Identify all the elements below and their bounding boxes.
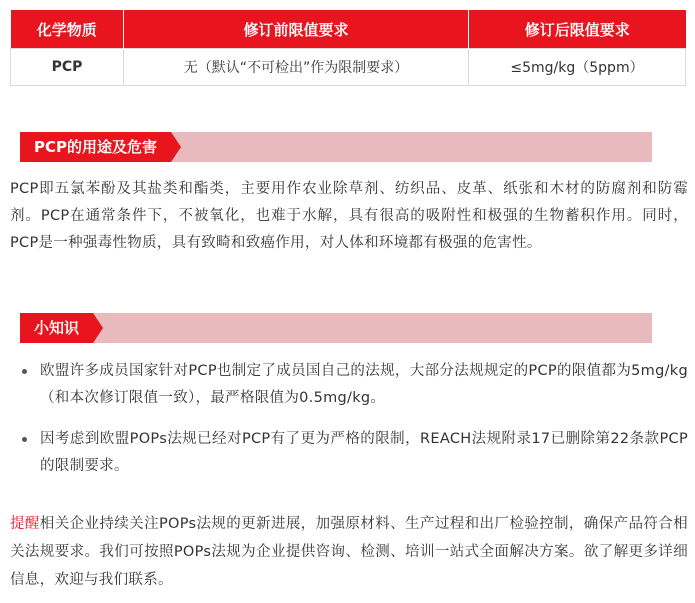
reminder-text: 相关企业持续关注POPs法规的更新进展，加强原材料、生产过程和出厂检验控制，确保产品符合相关法规要求。我们可按照POPs法规为企业提供咨询、检测、培训一站式全面解决方案。欲了解更多详细信息，欢迎与我们联系。	[10, 516, 688, 588]
usage-paragraph: PCP即五氯苯酚及其盐类和酯类，主要用作农业除草剂、纺织品、皮革、纸张和木材的防腐剂和防霉剂。PCP在通常条件下，不被氧化，也难于水解，具有很高的吸附性和极强的生物蓄积作用。同时，PCP是一种强毒性物质，具有致畸和致癌作用，对人体和环境都有极强的危害性。	[10, 181, 688, 251]
limit-comparison-table	[10, 10, 686, 86]
section-header-tips	[20, 313, 652, 343]
cell-substance: PCP	[11, 49, 124, 86]
table-header-row	[11, 10, 686, 49]
list-item	[10, 358, 688, 412]
cell-before-limit: 无（默认“不可检出”作为限制要求）	[124, 49, 469, 86]
tip-text: 因考虑到欧盟POPs法规已经对PCP有了更为严格的限制，REACH法规附录17已删除第22条款PCP的限制要求。	[40, 431, 688, 474]
table-row	[11, 49, 686, 86]
reminder-paragraph	[10, 510, 688, 594]
header-after-limit: 修订后限值要求	[469, 10, 686, 49]
header-before-limit: 修订前限值要求	[124, 10, 469, 49]
header-substance: 化学物质	[11, 10, 124, 49]
bullet-icon	[22, 369, 27, 374]
tips-list	[10, 358, 688, 494]
bullet-icon	[22, 437, 27, 442]
tip-text: 欧盟许多成员国家针对PCP也制定了成员国自己的法规，大部分法规规定的PCP的限值都为5mg/kg（和本次修订限值一致），最严格限值为0.5mg/kg。	[40, 363, 688, 406]
section-title-tips: 小知识	[20, 313, 93, 343]
cell-after-limit: ≤5mg/kg（5ppm）	[469, 49, 686, 86]
reminder-label: 提醒	[10, 516, 40, 532]
list-item	[10, 426, 688, 480]
section-header-usage	[20, 132, 652, 162]
section-title-usage: PCP的用途及危害	[20, 132, 171, 162]
